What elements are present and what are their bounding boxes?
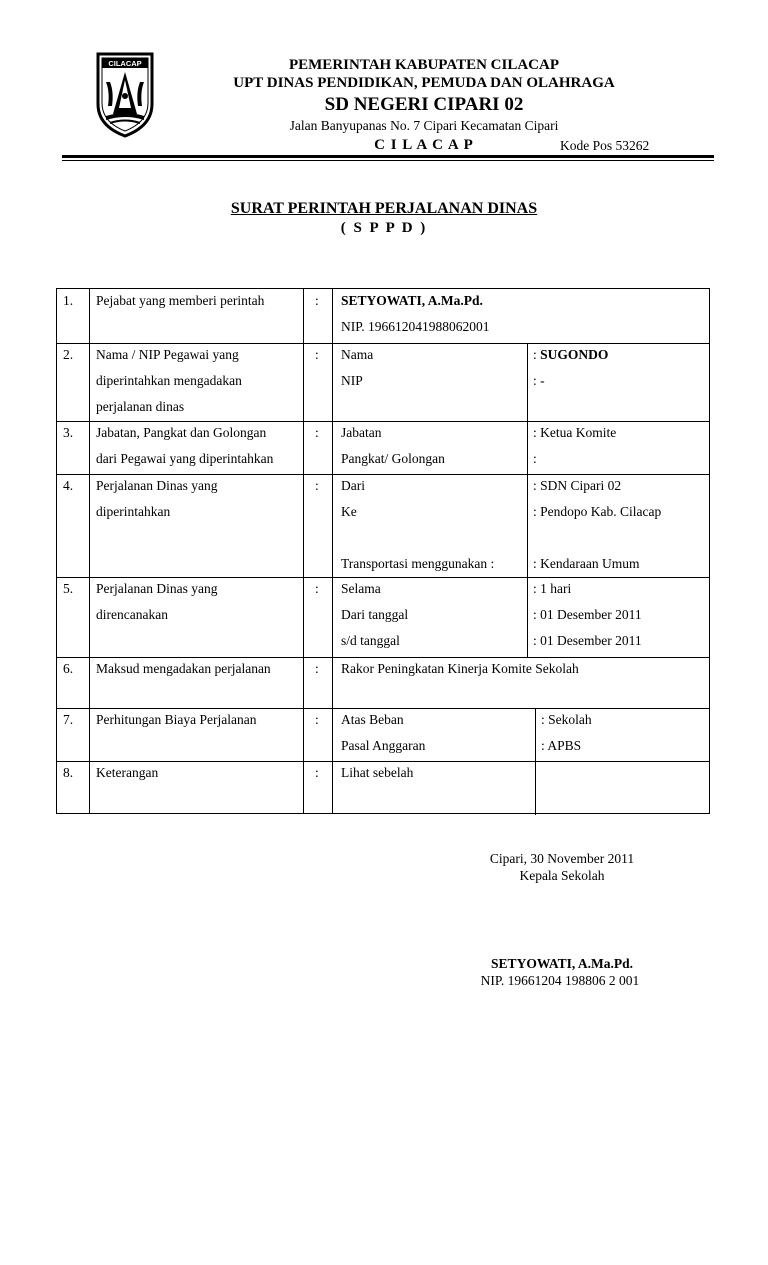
row-label: Keterangan [96,765,159,780]
row-number: 1. [63,293,74,308]
row-field: NIP [341,373,363,388]
row-value: : APBS [541,738,582,753]
column-divider [89,289,90,813]
colon-separator: : [315,712,319,727]
row-field: Lihat sebelah [341,765,414,780]
colon-separator: : [315,478,319,493]
regency-emblem-logo [94,52,156,138]
signatory-nip: NIP. 19661204 198806 2 001 [480,973,640,988]
sppd-table [56,288,710,814]
row-value: : - [533,373,545,388]
agency-name: UPT DINAS PENDIDIKAN, PEMUDA DAN OLAHRAGA [233,75,615,91]
row-value: : [533,451,537,466]
row-divider [57,761,709,762]
row-number: 6. [63,661,74,676]
row-value: : SDN Cipari 02 [533,478,622,493]
row-field: Selama [341,581,381,596]
row-value: : Sekolah [541,712,592,727]
letterhead-divider-thin [62,160,714,161]
row-value: : Pendopo Kab. Cilacap [533,504,662,519]
colon-separator: : [315,293,319,308]
document-abbreviation: ( S P P D ) [340,220,428,236]
row-field: Dari [341,478,365,493]
signature-position: Kepala Sekolah [519,868,605,883]
row-label: Nama / NIP Pegawai yang [96,347,239,362]
row-label: diperintahkan [96,504,171,519]
row-value: : SUGONDO [533,347,609,362]
logo-text: CILACAP [108,59,142,68]
row-value: : Ketua Komite [533,425,617,440]
row-value: : 01 Desember 2011 [533,633,642,648]
row-number: 8. [63,765,74,780]
row-divider [57,657,709,658]
row-divider [57,474,709,475]
signatory-name: SETYOWATI, A.Ma.Pd. [491,956,633,971]
row-label: diperintahkan mengadakan [96,373,242,388]
row-number: 5. [63,581,74,596]
row-divider [57,577,709,578]
row-divider [57,343,709,344]
value-column-divider [527,577,528,657]
colon-separator: : [315,347,319,362]
row-divider [57,708,709,709]
postal-code: Kode Pos 53262 [560,138,650,153]
column-divider [303,289,304,813]
row-number: 7. [63,712,74,727]
row-value: : Kendaraan Umum [533,556,640,571]
row-field: Nama [341,347,374,362]
row-field: s/d tanggal [341,633,400,648]
row-field: Jabatan [341,425,382,440]
value-column-divider [527,474,528,577]
document-title: SURAT PERINTAH PERJALANAN DINAS [230,200,538,217]
row-field: SETYOWATI, A.Ma.Pd. [341,293,483,308]
colon-separator: : [315,765,319,780]
row-field: Transportasi menggunakan : [341,556,495,571]
row-field: Atas Beban [341,712,404,727]
government-name: PEMERINTAH KABUPATEN CILACAP [288,57,559,73]
colon-separator: : [315,661,319,676]
row-field: Dari tanggal [341,607,409,622]
row-number: 2. [63,347,74,362]
row-field: Rakor Peningkatan Kinerja Komite Sekolah [341,661,579,676]
row-field: Pangkat/ Golongan [341,451,445,466]
row-value: : 01 Desember 2011 [533,607,642,622]
row-field: Ke [341,504,357,519]
row-label: Perjalanan Dinas yang [96,478,218,493]
colon-separator: : [315,425,319,440]
row-field: NIP. 196612041988062001 [341,319,490,334]
signature-place-date: Cipari, 30 November 2011 [489,851,635,866]
row-label: Perhitungan Biaya Perjalanan [96,712,257,727]
row-number: 3. [63,425,74,440]
row-label: Pejabat yang memberi perintah [96,293,265,308]
value-column-divider [527,421,528,474]
row-divider [57,421,709,422]
row-label: direncanakan [96,607,168,622]
value-column-divider [535,761,536,815]
row-field: Pasal Anggaran [341,738,426,753]
row-label: dari Pegawai yang diperintahkan [96,451,274,466]
row-number: 4. [63,478,74,493]
column-divider [332,289,333,813]
school-name: SD NEGERI CIPARI 02 [324,94,524,115]
city-name: C I L A C A P [374,137,474,153]
row-label: Jabatan, Pangkat dan Golongan [96,425,267,440]
school-address: Jalan Banyupanas No. 7 Cipari Kecamatan Cipari [289,118,559,133]
row-label: Maksud mengadakan perjalanan [96,661,271,676]
colon-separator: : [315,581,319,596]
row-label: perjalanan dinas [96,399,185,414]
letterhead-divider-thick [62,155,714,158]
value-column-divider [527,343,528,421]
row-value: : 1 hari [533,581,572,596]
value-column-divider [535,708,536,761]
row-label: Perjalanan Dinas yang [96,581,218,596]
